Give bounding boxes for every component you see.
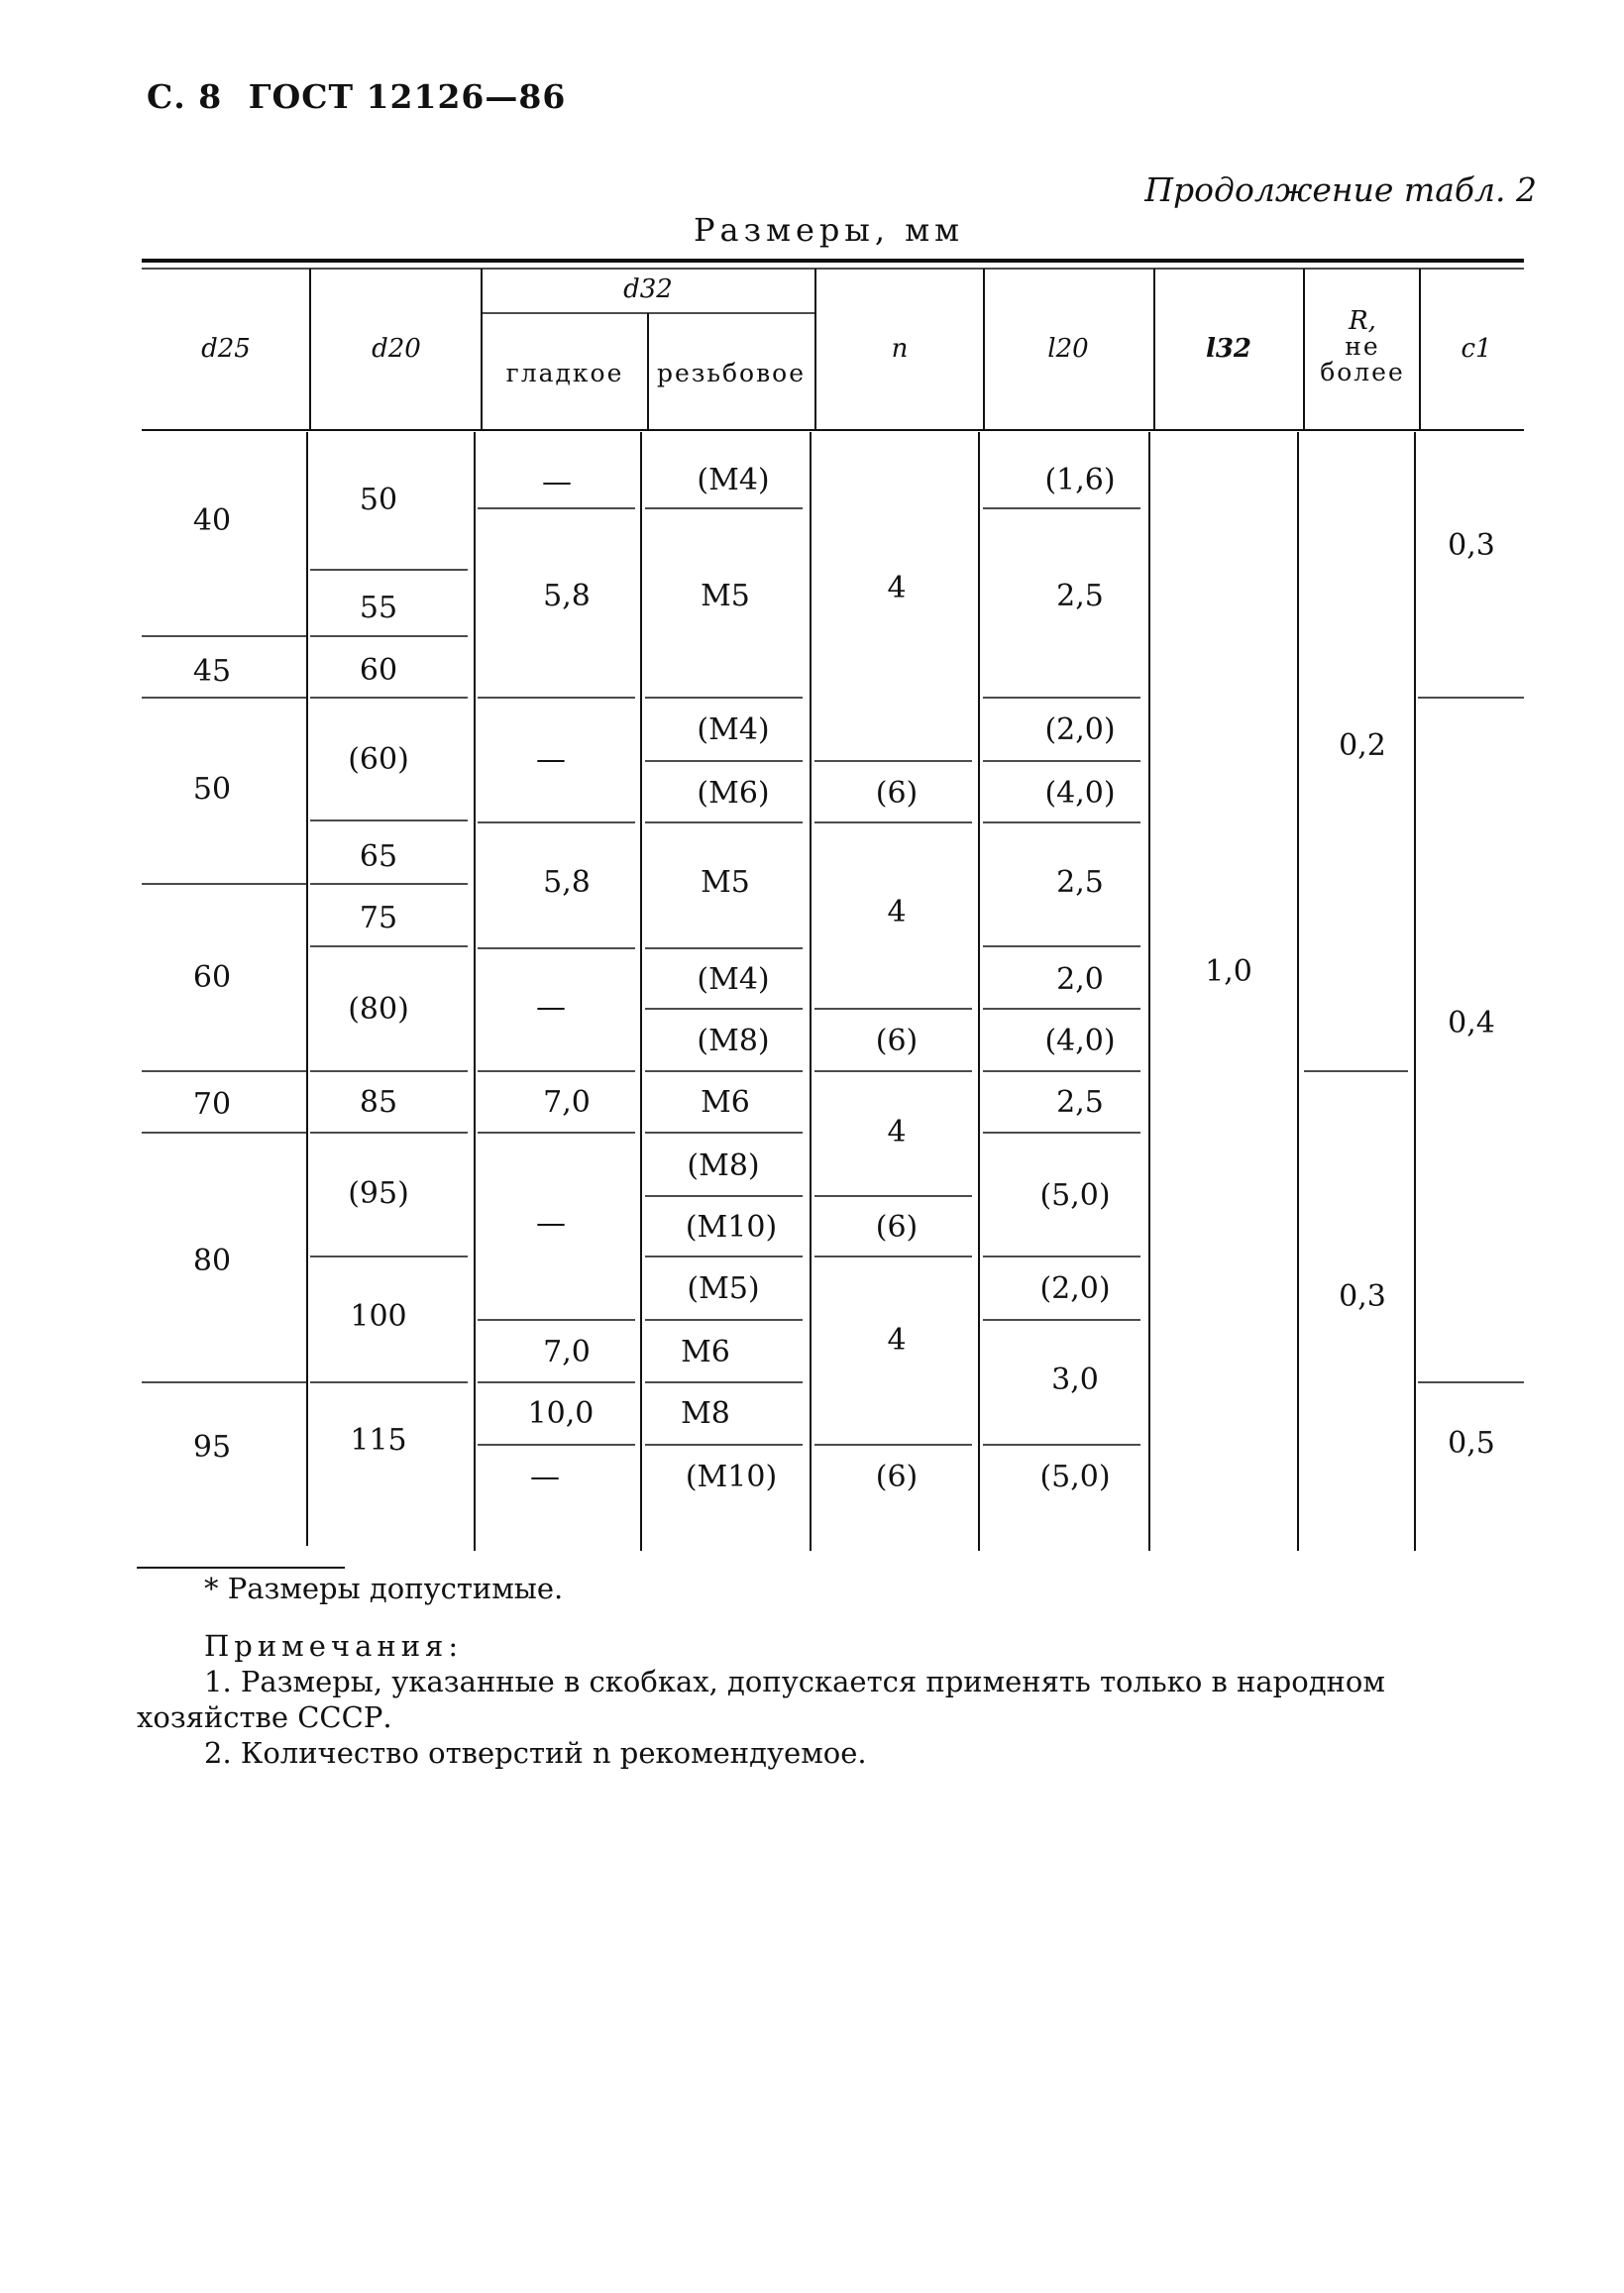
cell-l32: 1,0 bbox=[1205, 954, 1252, 989]
cell-R: 0,3 bbox=[1339, 1279, 1386, 1314]
cell-n: (6) bbox=[875, 1024, 919, 1058]
header-l32: l32 bbox=[1205, 334, 1252, 364]
cell-thread: (M10) bbox=[685, 1210, 778, 1245]
cell-smooth: 5,8 bbox=[543, 579, 591, 613]
cell-thread: (M4) bbox=[697, 712, 770, 747]
header-l20: l20 bbox=[1047, 334, 1089, 364]
page-number: С. 8 bbox=[147, 77, 223, 116]
cell-thread: (M5) bbox=[687, 1271, 760, 1306]
cell-d20: 55 bbox=[359, 591, 398, 625]
cell-thread: M5 bbox=[701, 865, 750, 900]
cell-l20: (5,0) bbox=[1039, 1460, 1111, 1494]
cell-thread: (M8) bbox=[697, 1024, 770, 1058]
header-smooth: гладкое bbox=[505, 359, 624, 387]
cell-n: 4 bbox=[887, 571, 907, 605]
cell-d25: 45 bbox=[192, 654, 232, 689]
cell-d25: 70 bbox=[192, 1087, 232, 1122]
cell-n: (6) bbox=[875, 776, 919, 811]
cell-n: 4 bbox=[887, 1323, 907, 1358]
cell-d25: 40 bbox=[192, 503, 232, 538]
cell-smooth: 7,0 bbox=[543, 1085, 591, 1120]
cell-n: 4 bbox=[887, 895, 907, 929]
cell-d25: 95 bbox=[192, 1430, 232, 1465]
cell-n: (6) bbox=[875, 1460, 919, 1494]
cell-smooth: — bbox=[536, 990, 566, 1025]
cell-l20: 2,0 bbox=[1056, 962, 1104, 997]
cell-thread: M8 bbox=[681, 1396, 730, 1431]
cell-smooth: 10,0 bbox=[527, 1396, 595, 1431]
header-d32: d32 bbox=[623, 274, 673, 304]
table-caption: Продолжение табл. 2 bbox=[1144, 170, 1537, 209]
header-d20: d20 bbox=[372, 334, 421, 364]
cell-l20: 3,0 bbox=[1051, 1363, 1099, 1397]
footnote: * Размеры допустимые. bbox=[204, 1572, 564, 1605]
cell-thread: M6 bbox=[681, 1335, 730, 1369]
cell-c1: 0,5 bbox=[1448, 1426, 1495, 1461]
cell-l20: 2,5 bbox=[1056, 579, 1104, 613]
cell-l20: (1,6) bbox=[1044, 463, 1116, 497]
header-R-ne: не bbox=[1345, 332, 1380, 361]
cell-d20: 50 bbox=[359, 483, 398, 517]
cell-d20: 60 bbox=[359, 653, 398, 688]
header-d25: d25 bbox=[201, 334, 251, 364]
cell-thread: (M6) bbox=[697, 776, 770, 811]
header-R: R, bbox=[1349, 306, 1376, 336]
note-2: 2. Количество отверстий n рекомендуемое. bbox=[204, 1736, 867, 1770]
cell-l20: (4,0) bbox=[1044, 776, 1116, 811]
cell-thread: (M8) bbox=[687, 1148, 760, 1183]
cell-thread: M5 bbox=[701, 579, 750, 613]
cell-d25: 50 bbox=[192, 772, 232, 807]
cell-thread: (M10) bbox=[685, 1460, 778, 1494]
cell-d20: 75 bbox=[359, 901, 398, 935]
notes-heading: Примечания: bbox=[204, 1629, 464, 1663]
cell-l20: (4,0) bbox=[1044, 1024, 1116, 1058]
cell-R: 0,2 bbox=[1339, 728, 1386, 763]
cell-d20: 100 bbox=[350, 1299, 407, 1334]
cell-d20: 115 bbox=[350, 1423, 407, 1458]
note-1: 1. Размеры, указанные в скобках, допускается применять только в народном bbox=[204, 1665, 1385, 1698]
cell-d25: 60 bbox=[192, 960, 232, 995]
cell-d20: (95) bbox=[348, 1176, 409, 1211]
cell-l20: (2,0) bbox=[1044, 712, 1116, 747]
header-c1: c1 bbox=[1461, 334, 1492, 364]
cell-c1: 0,3 bbox=[1448, 528, 1495, 563]
cell-d20: (60) bbox=[348, 742, 409, 777]
units-caption: Размеры, мм bbox=[694, 211, 964, 249]
notes-block bbox=[137, 1571, 1524, 1771]
cell-l20: (5,0) bbox=[1039, 1178, 1111, 1213]
cell-l20: 2,5 bbox=[1056, 1085, 1104, 1120]
header-R-bolee: более bbox=[1320, 358, 1405, 386]
cell-l20: (2,0) bbox=[1039, 1271, 1111, 1306]
cell-smooth: 5,8 bbox=[543, 865, 591, 900]
cell-thread: (M4) bbox=[697, 962, 770, 997]
cell-d25: 80 bbox=[192, 1244, 232, 1278]
cell-thread: (M4) bbox=[697, 463, 770, 497]
cell-smooth: 7,0 bbox=[543, 1335, 591, 1369]
cell-smooth: — bbox=[536, 1206, 566, 1241]
cell-l20: 2,5 bbox=[1056, 865, 1104, 900]
cell-n: 4 bbox=[887, 1115, 907, 1149]
cell-smooth: — bbox=[542, 465, 572, 499]
standard-number: ГОСТ 12126—86 bbox=[248, 77, 567, 116]
cell-smooth: — bbox=[530, 1460, 560, 1494]
cell-c1: 0,4 bbox=[1448, 1006, 1495, 1040]
cell-d20: 85 bbox=[359, 1085, 398, 1120]
note-1-cont: хозяйстве СССР. bbox=[137, 1700, 392, 1734]
cell-d20: (80) bbox=[348, 992, 409, 1027]
cell-smooth: — bbox=[536, 742, 566, 777]
footnote-rule bbox=[137, 1567, 345, 1569]
header-thread: резьбовое bbox=[656, 359, 807, 387]
cell-n: (6) bbox=[875, 1210, 919, 1245]
cell-d20: 65 bbox=[359, 839, 398, 874]
cell-thread: M6 bbox=[701, 1085, 750, 1120]
header-n: n bbox=[891, 334, 909, 364]
